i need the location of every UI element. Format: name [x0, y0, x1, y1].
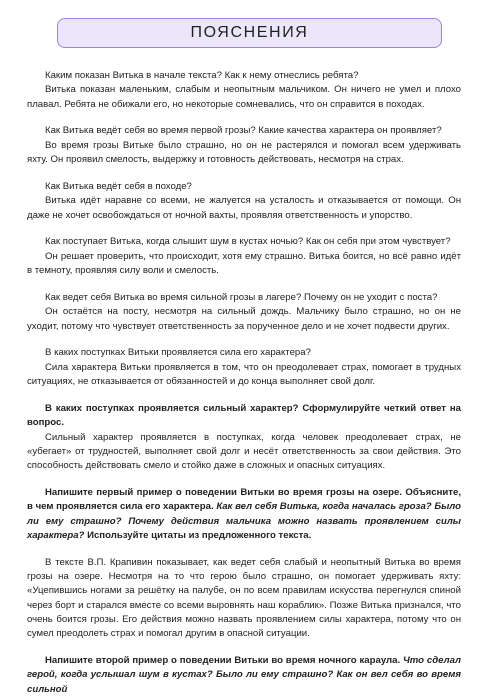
- explanations-body: [27, 69, 461, 697]
- answer: Он решает проверить, что происходит, хотя ему страшно. Витька боится, но всё равно идёт в темноту, проявляя силу воли и смелость.: [27, 250, 461, 277]
- task-question-bold: Напишите второй пример о поведении Витьки во время ночного караула.: [45, 655, 401, 667]
- task-question-italic: Как вел себя Витька, когда началась гроза? Было ли ему страшно? Почему действия мальчика можно назвать проявлением силы характера?: [27, 501, 462, 541]
- answer: Во время грозы Витьке было страшно, но он не растерялся и помогал всем удерживать яхту. Он проявил смелость, выдержку и готовность действовать, несмотря на страх.: [27, 139, 461, 166]
- question: Как поступает Витька, когда слышит шум в кустах ночью? Как он себя при этом чувствует?: [45, 236, 451, 248]
- task-question: В каких поступках проявляется сильный характер? Сформулируйте четкий ответ на вопрос.: [27, 402, 461, 429]
- section-header: [57, 18, 442, 48]
- task-question-bold: Напишите первый пример о поведении Витьки во время грозы на озере. Объясните, в чем проявляется сила его характера.: [27, 486, 461, 513]
- question: Как ведет себя Витька во время сильной грозы в лагере? Почему он не уходит с поста?: [45, 291, 438, 303]
- task-answer: В тексте В.П. Крапивин показывает, как ведет себя слабый и неопытный Витька во время грозы на озере. Несмотря на то что герою было страшно, он помогает удерживать яхту: «Уцепившись ногами за решётку на палубе, он по всем правилам искусства перегнулся спиной через борт и старался вместе со всеми выровнять наш кораблик». Позже Витька признался, что очень боится грозы. Его действия можно назвать проявлением силы характера, потому что он сумел преодолеть страх и помогал другим в опасной ситуации.: [27, 556, 461, 640]
- answer: Витька показан маленьким, слабым и неопытным мальчиком. Он ничего не умел и плохо плавал. Ребята не обижали его, но некоторые сомневались, что он справится в походах.: [27, 84, 461, 110]
- task-answer: Сильный характер проявляется в поступках, когда человек преодолевает страх, не «убегает» от трудностей, выполняет свой долг и несёт ответственность за свои действия. Это способность действовать смело и стойко даже в сложных и опасных ситуациях.: [27, 431, 461, 472]
- question: Каким показан Витька в начале текста? Как к нему отнеслись ребята?: [45, 70, 359, 81]
- answer: Он остаётся на посту, несмотря на сильный дождь. Мальчику было страшно, но он не уходит, потому что чувствует ответственность за порученное дело и не хочет подвести других.: [27, 306, 461, 332]
- question: Как Витька ведёт себя в походе?: [45, 180, 192, 192]
- question: В каких поступках Витьки проявляется сила его характера?: [45, 347, 311, 359]
- task-question-tail: Используйте цитаты из предложенного текста.: [87, 529, 312, 541]
- question: Как Витька ведёт себя во время первой грозы? Какие качества характера он проявляет?: [45, 125, 442, 137]
- task-question-italic: Что сделал герой, когда услышал шум в кустах? Было ли ему страшно? Как он вел себя во время сильной: [27, 655, 461, 695]
- task-question: [27, 486, 461, 543]
- task-question: [27, 654, 461, 697]
- section-title: ПОЯСНЕНИЯ: [190, 24, 309, 41]
- answer: Витька идёт наравне со всеми, не жалуется на усталость и отказывается от помощи. Он даже не хочет освобождаться от ночной вахты, проявляя ответственность и упорство.: [27, 195, 461, 221]
- answer: Сила характера Витьки проявляется в том, что он преодолевает страх, помогает в трудных ситуациях, не отказывается от обязанностей и до конца выполняет свой долг.: [27, 361, 461, 388]
